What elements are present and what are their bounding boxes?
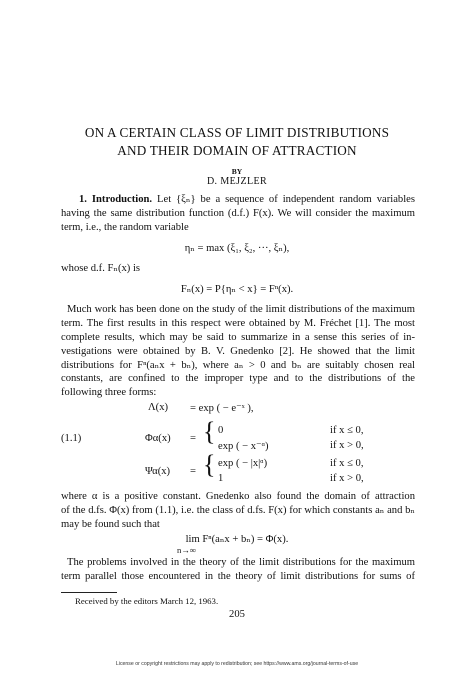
psi-brace-icon: {: [203, 450, 216, 479]
phi-equals: =: [190, 433, 196, 444]
author: D. MEJZLER: [206, 176, 268, 187]
page-number: 205: [229, 609, 245, 620]
intro-paragraph: [61, 193, 415, 235]
paragraph-3: [61, 490, 415, 532]
title-line-1: ON A CERTAIN CLASS OF LIMIT DISTRIBUTIONS: [84, 125, 390, 140]
footnote: Received by the editors March 12, 1963.: [75, 596, 219, 606]
phi-lhs: Φα(x): [145, 433, 171, 444]
para2-line-6: constants, are confined to the improper type and to the distributions of the: [61, 373, 415, 385]
para3-line-3: may be found such that: [61, 518, 160, 530]
equation-distribution: Fₙ(x) = P{ηₙ < x} = Fⁿ(x).: [180, 284, 294, 295]
para3-line-1: where α is a positive constant. Gnedenko also found the domain of attraction: [61, 491, 415, 502]
para2-line-1: Much work has been done on the study of the limit distributions of the maximum: [67, 304, 415, 315]
para2-line-7: following three forms:: [61, 387, 157, 399]
phi-condition-2: if x > 0,: [330, 440, 364, 451]
psi-condition-1: if x ≤ 0,: [330, 458, 364, 469]
psi-case-2: 1: [218, 473, 224, 484]
psi-lhs: Ψα(x): [145, 466, 171, 477]
para4-line-1: The problems involved in the theory of the limit distributions for the maximum: [67, 557, 415, 568]
para2-line-5: distributions for Fⁿ(aₙx + bₙ), where aₙ > 0 and bₙ are suitably chosen real: [61, 359, 415, 371]
equation-label: (1.1): [61, 433, 82, 444]
para2-line-3: complete results, which may be said to summarize in a sense this series of in-: [61, 331, 415, 343]
phi-brace-icon: {: [203, 417, 216, 446]
phi-case-1: 0: [218, 425, 224, 436]
paragraph-2: [61, 303, 415, 400]
title-line-2: AND THEIR DOMAIN OF ATTRACTION: [117, 143, 357, 158]
phi-case-2: exp ( − x⁻ᵅ): [218, 441, 269, 452]
footnote-rule: [61, 592, 117, 593]
equation-limit-subscript: n→∞: [177, 545, 197, 555]
lambda-lhs: Λ(x): [148, 402, 169, 413]
intro-line-2: having the same distribution function (d.f.) F(x). We will consider the maximum: [61, 207, 415, 219]
lambda-rhs: = exp ( − e⁻ˣ ),: [190, 403, 254, 414]
phi-condition-1: if x ≤ 0,: [330, 425, 364, 436]
paragraph-4: [61, 556, 415, 584]
intro-heading: 1. Introduction.: [79, 194, 153, 205]
intro-line-3: term, i.e., the random variable: [61, 221, 189, 233]
psi-equals: =: [190, 466, 196, 477]
whose-line: whose d.f. Fₙ(x) is: [61, 263, 141, 274]
para2-line-4: vestigations were obtained by B. V. Gnedenko [2]. He showed that the limit: [61, 345, 415, 357]
intro-line-1: 1. Introduction. Let {ξₙ} be a sequence of independent random variables: [79, 194, 415, 205]
psi-case-1: exp ( − |x|ᵅ): [218, 458, 268, 469]
byline: BY: [231, 167, 243, 176]
license-notice: License or copyright restrictions may apply to redistribution; see https://www.ams.org/journal-terms-of-use: [115, 661, 359, 667]
equation-limit: lim Fⁿ(aₙx + bₙ) = Φ(x).: [185, 534, 289, 545]
para4-line-2: term parallel those encountered in the theory of limit distributions for sums of: [61, 570, 415, 582]
equation-max: ηₙ = max (ξ₁, ξ₂, ···, ξₙ),: [184, 243, 290, 254]
para3-line-2: of the d.fs. Φ(x) from (1.1), i.e. the class of d.fs. F(x) for which constants aₙ and bₙ: [61, 504, 415, 516]
psi-condition-2: if x > 0,: [330, 473, 364, 484]
para2-line-2: term. The first results in this respect were obtained by M. Fréchet [1]. The most: [61, 317, 415, 329]
